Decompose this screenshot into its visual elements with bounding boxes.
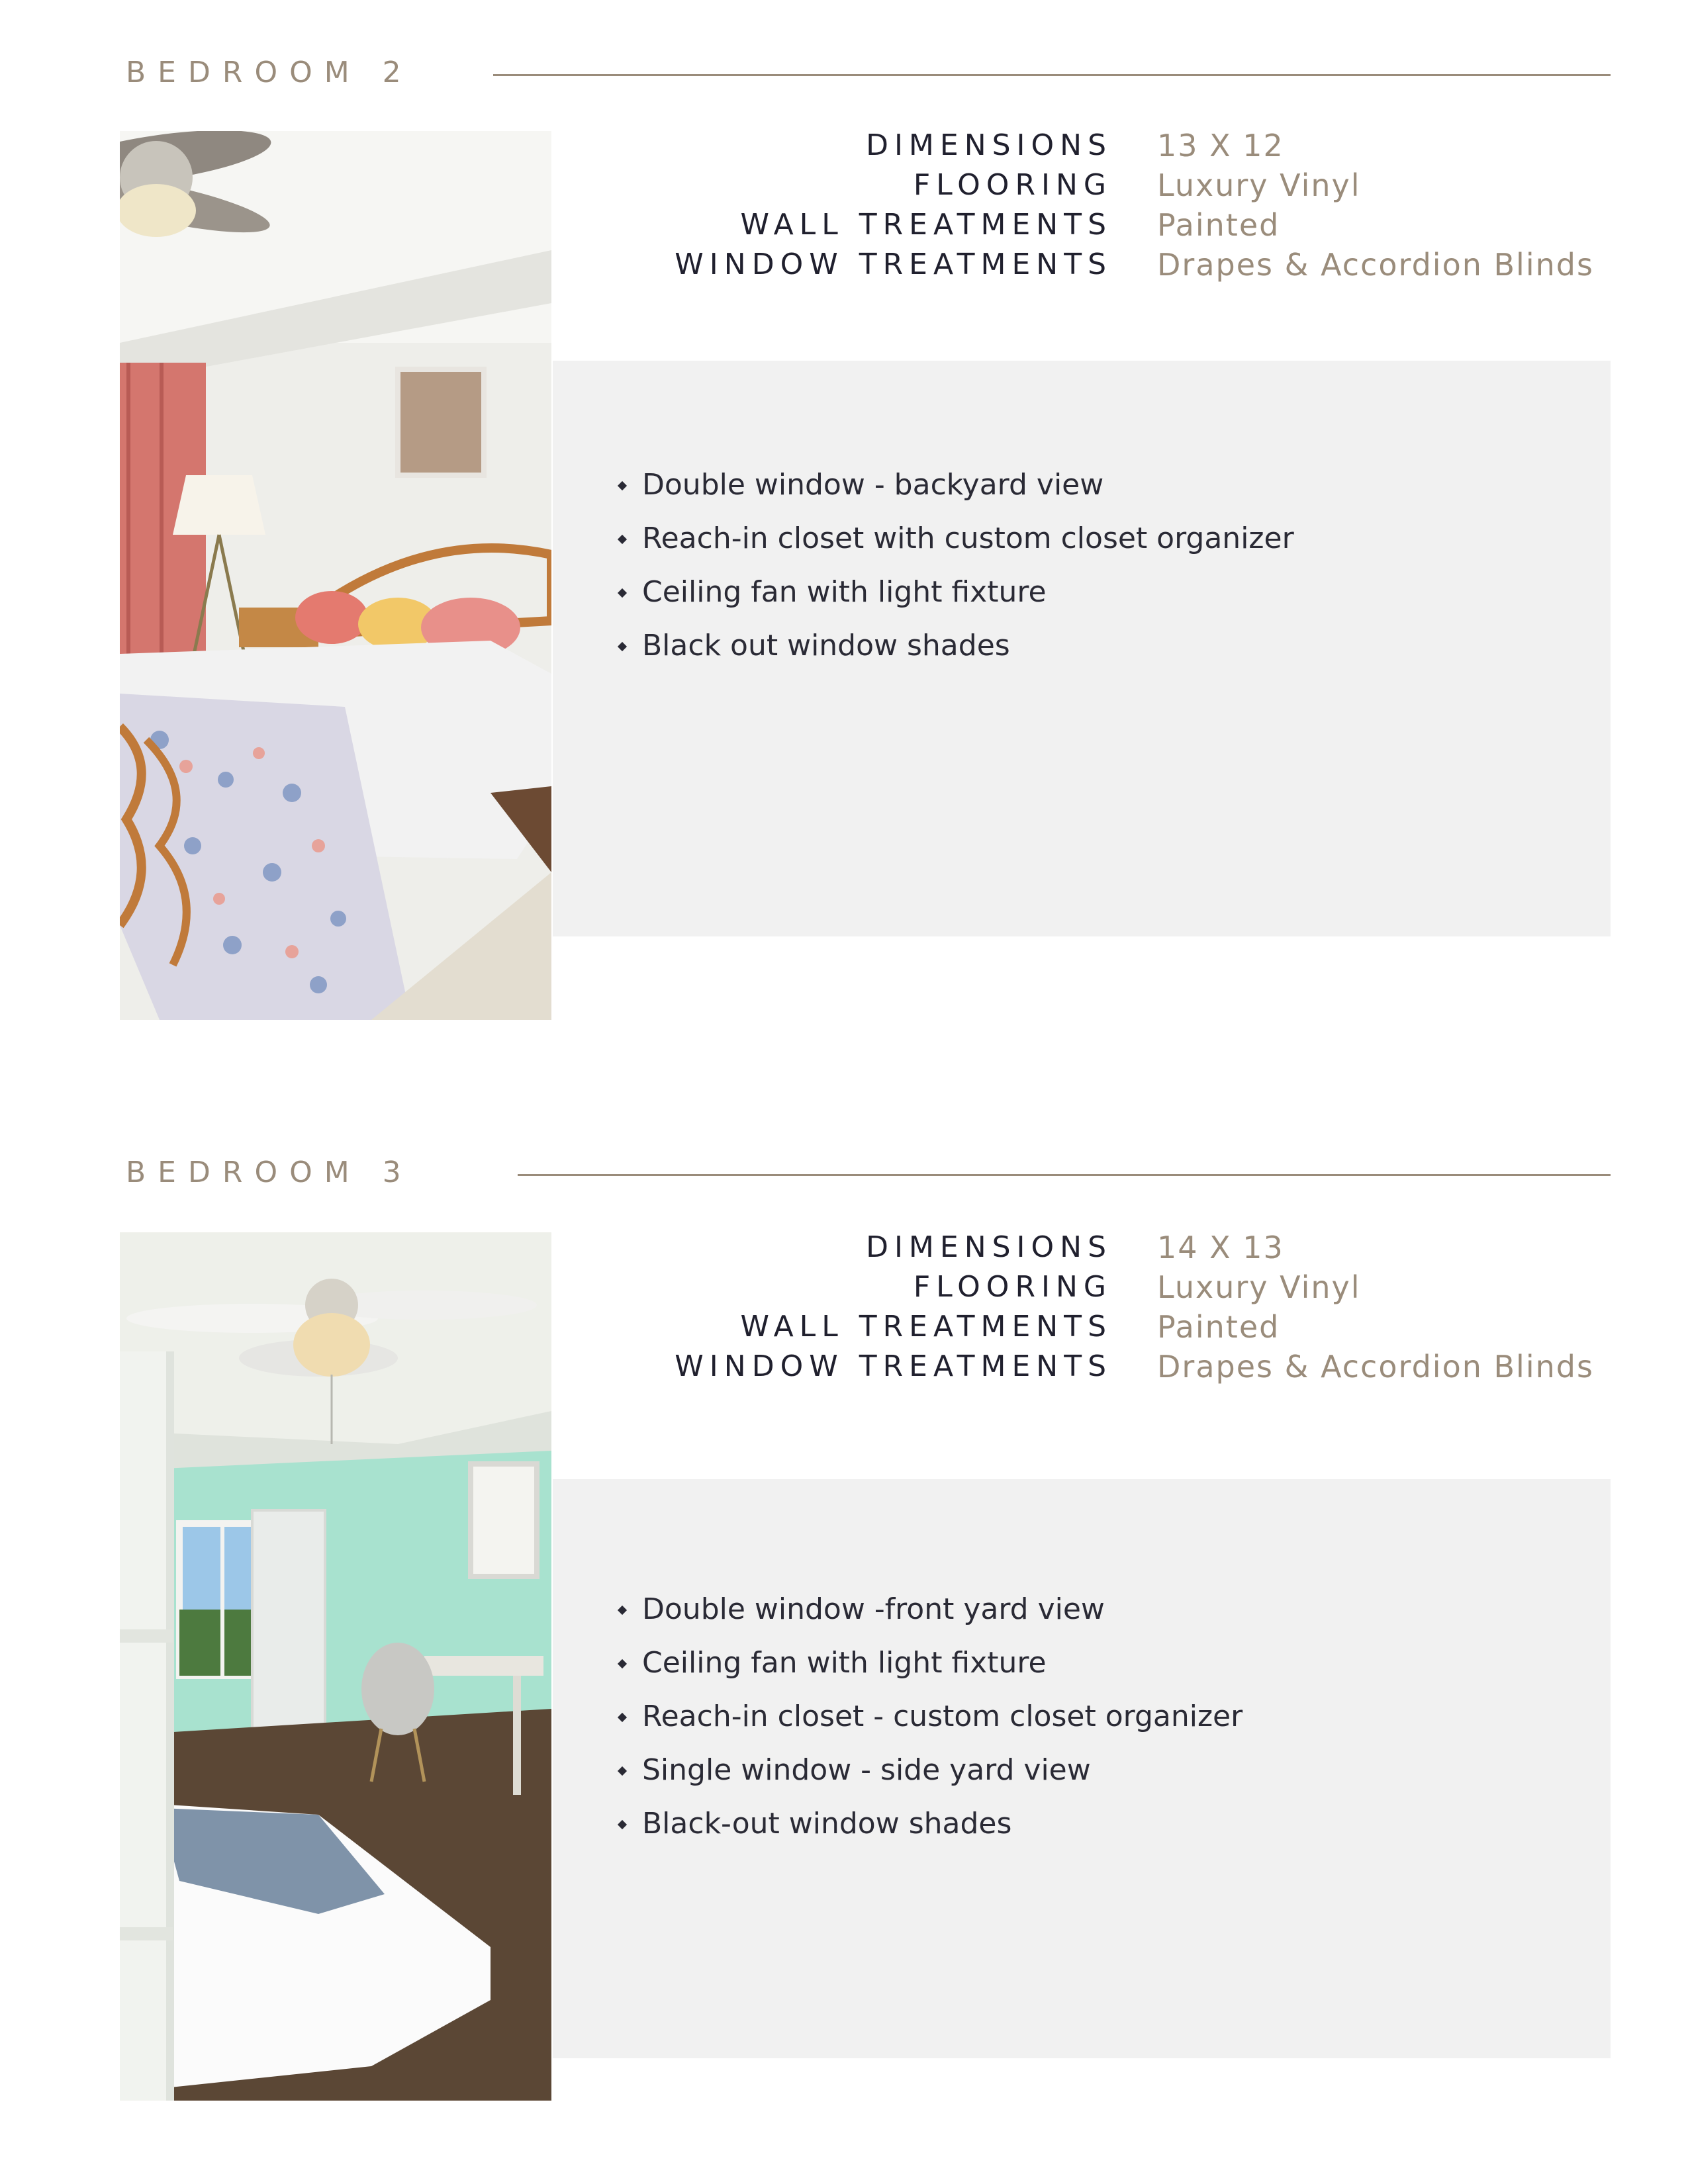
features-list <box>619 1582 1243 1850</box>
diamond-bullet-icon <box>618 1713 627 1722</box>
spec-value-window-treatments: Drapes & Accordion Blinds <box>1157 247 1594 283</box>
list-item: Black-out window shades <box>619 1797 1243 1850</box>
diamond-bullet-icon <box>618 535 627 544</box>
spec-label-window-treatments: WINDOW TREATMENTS <box>675 248 1112 281</box>
spec-label-flooring: FLOORING <box>913 1270 1112 1304</box>
list-item: Black out window shades <box>619 619 1294 672</box>
spec-label-dimensions: DIMENSIONS <box>866 128 1112 162</box>
features-list <box>619 458 1294 672</box>
divider-line <box>518 1174 1611 1176</box>
diamond-bullet-icon <box>618 588 627 598</box>
diamond-bullet-icon <box>618 1820 627 1829</box>
spec-value-window-treatments: Drapes & Accordion Blinds <box>1157 1349 1594 1385</box>
spec-value-wall-treatments: Painted <box>1157 207 1280 243</box>
diamond-bullet-icon <box>618 1766 627 1776</box>
list-item: Reach-in closet with custom closet organizer <box>619 512 1294 565</box>
spec-value-dimensions: 13 X 12 <box>1157 128 1284 163</box>
spec-value-flooring: Luxury Vinyl <box>1157 1269 1361 1305</box>
list-item: Double window -front yard view <box>619 1582 1243 1636</box>
spec-values <box>1157 1228 1594 1387</box>
section-title: BEDROOM 2 <box>126 56 413 89</box>
section-title: BEDROOM 3 <box>126 1156 413 1189</box>
spec-value-wall-treatments: Painted <box>1157 1309 1280 1345</box>
list-item: Ceiling fan with light fixture <box>619 565 1294 619</box>
spec-labels <box>675 126 1112 285</box>
list-item: Single window - side yard view <box>619 1743 1243 1797</box>
spec-value-flooring: Luxury Vinyl <box>1157 167 1361 203</box>
spec-label-window-treatments: WINDOW TREATMENTS <box>675 1349 1112 1383</box>
diamond-bullet-icon <box>618 642 627 651</box>
diamond-bullet-icon <box>618 1659 627 1668</box>
diamond-bullet-icon <box>618 1606 627 1615</box>
list-item: Double window - backyard view <box>619 458 1294 512</box>
spec-values <box>1157 126 1594 285</box>
list-item: Reach-in closet - custom closet organizer <box>619 1690 1243 1743</box>
bedroom-2-photo <box>120 131 551 1020</box>
spec-labels <box>675 1228 1112 1387</box>
spec-value-dimensions: 14 X 13 <box>1157 1230 1284 1265</box>
bedroom-3-photo <box>120 1232 551 2101</box>
spec-label-dimensions: DIMENSIONS <box>866 1230 1112 1264</box>
list-item: Ceiling fan with light fixture <box>619 1636 1243 1690</box>
diamond-bullet-icon <box>618 481 627 490</box>
spec-label-wall-treatments: WALL TREATMENTS <box>740 1310 1112 1343</box>
divider-line <box>493 74 1611 76</box>
spec-label-flooring: FLOORING <box>913 168 1112 202</box>
spec-label-wall-treatments: WALL TREATMENTS <box>740 208 1112 242</box>
